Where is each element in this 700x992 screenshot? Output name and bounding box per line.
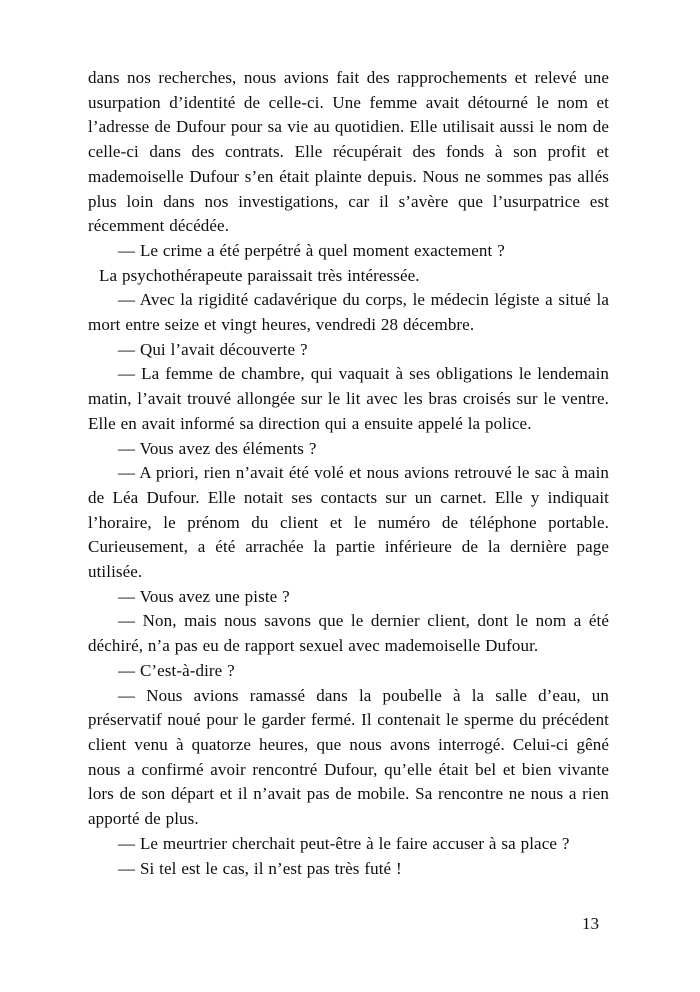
dialogue-paragraph: — Nous avions ramassé dans la poubelle à la salle d’eau, un préservatif noué pour le garder fermé. Il contenait le sperme du précédent client venu à quatorze heures, que nous avons interrogé. Celui-ci gêné nous a confirmé avoir rencontré Dufour, qu’elle était bel et bien vivante lors de son départ et il n’avait pas de mobile. Sa rencontre ne nous a rien apporté de plus. bbox=[88, 685, 609, 829]
dialogue-paragraph: — Vous avez une piste ? bbox=[118, 586, 290, 606]
dialogue-paragraph: — Vous avez des éléments ? bbox=[118, 438, 317, 458]
dialogue-paragraph: — Non, mais nous savons que le dernier client, dont le nom a été déchiré, n’a pas eu de rapport sexuel avec mademoiselle Dufour. bbox=[88, 611, 609, 656]
dialogue-paragraph: — Si tel est le cas, il n’est pas très futé ! bbox=[118, 858, 402, 878]
dialogue-paragraph: — La femme de chambre, qui vaquait à ses obligations le lendemain matin, l’avait trouvé allongée sur le lit avec les bras croisés sur le ventre. Elle en avait informé sa direction qui a ensuite appelé la police. bbox=[88, 364, 609, 433]
page-number: 13 bbox=[582, 914, 599, 933]
dialogue-paragraph: — A priori, rien n’avait été volé et nous avions retrouvé le sac à main de Léa Dufour. Elle notait ses contacts sur un carnet. Elle y indiquait l’horaire, le prénom du client et le numéro de téléphone portable. Curieusement, a été arrachée la partie inférieure de la dernière page utilisée. bbox=[88, 463, 609, 582]
dialogue-paragraph: — Avec la rigidité cadavérique du corps, le médecin légiste a situé la mort entre seize et vingt heures, vendredi 28 décembre. bbox=[88, 290, 609, 335]
dialogue-paragraph: — C’est-à-dire ? bbox=[118, 660, 235, 680]
page-text-block bbox=[88, 66, 609, 881]
paragraph: dans nos recherches, nous avions fait des rapprochements et relevé une usurpation d’identité de celle-ci. Une femme avait détourné le nom et l’adresse de Dufour pour sa vie au quotidien. Elle utilisait aussi le nom de celle-ci dans des contrats. Elle récupérait des fonds à son profit et mademoiselle Dufour s’en était plainte depuis. Nous ne sommes pas allés plus loin dans nos investigations, car il s’avère que l’usurpatrice est récemment décédée. bbox=[88, 68, 609, 236]
paragraph: La psychothérapeute paraissait très intéressée. bbox=[99, 265, 420, 285]
dialogue-paragraph: — Qui l’avait découverte ? bbox=[118, 339, 308, 359]
dialogue-paragraph: — Le meurtrier cherchait peut-être à le faire accuser à sa place ? bbox=[118, 833, 570, 853]
dialogue-paragraph: — Le crime a été perpétré à quel moment exactement ? bbox=[118, 240, 505, 260]
